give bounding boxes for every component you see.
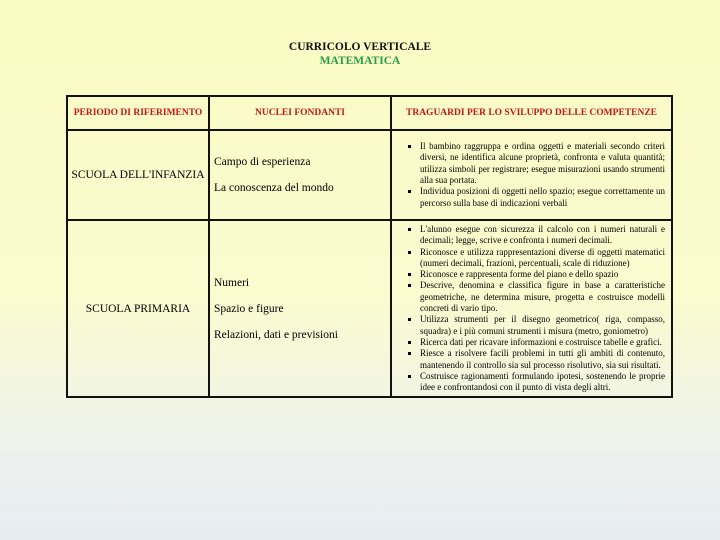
periodo-cell: SCUOLA DELL'INFANZIA bbox=[67, 130, 209, 220]
nucleo-item: La conoscenza del mondo bbox=[214, 182, 334, 194]
header-traguardi: TRAGUARDI PER LO SVILUPPO DELLE COMPETENZE bbox=[391, 96, 672, 130]
list-item: ▪ Utilizza strumenti per il disegno geometrico( riga, compasso, squadra) e i più comuni strumenti i misura (metro, goniometro) bbox=[420, 314, 665, 337]
table-row bbox=[67, 130, 672, 220]
nuclei-cell bbox=[209, 220, 391, 397]
nucleo-item: Spazio e figure bbox=[214, 302, 284, 315]
list-item: ▪ Riesce a risolvere facili problemi in tutti gli ambiti di contenuto, mantenendo il controllo sia sul processo risolutivo, sia sui risultati. bbox=[420, 348, 665, 371]
list-item: ▪ Descrive, denomina e classifica figure in base a caratteristiche geometriche, ne determina misure, progetta e costruisce modelli concreti di vario tipo. bbox=[420, 280, 665, 314]
list-item: ▪ Ricerca dati per ricavare informazioni e costruisce tabelle e grafici. bbox=[420, 337, 665, 348]
traguardi-cell bbox=[391, 220, 672, 397]
list-item: ▪ Riconosce e utilizza rappresentazioni diverse di oggetti matematici (numeri decimali, frazioni, percentuali, scale di riduzione) bbox=[420, 247, 665, 270]
nucleo-item: Campo di esperienza bbox=[214, 156, 311, 168]
nucleo-item: Numeri bbox=[214, 276, 250, 289]
header-nuclei: NUCLEI FONDANTI bbox=[209, 96, 391, 130]
page-title bbox=[0, 40, 720, 68]
header-periodo: PERIODO DI RIFERIMENTO bbox=[67, 96, 209, 130]
title-subject: MATEMATICA bbox=[319, 55, 401, 67]
nucleo-item: Relazioni, dati e previsioni bbox=[214, 328, 338, 341]
list-item: ▪ L'alunno esegue con sicurezza il calcolo con i numeri naturali e decimali; legge, scrive e confronta i numeri decimali. bbox=[420, 224, 665, 247]
list-item: ▪ Costruisce ragionamenti formulando ipotesi, sostenendo le proprie idee e confrontandosi con il punto di vista degli altri. bbox=[420, 371, 665, 394]
header-row bbox=[67, 96, 672, 130]
nuclei-cell bbox=[209, 130, 391, 220]
list-item: ▪ Il bambino raggruppa e ordina oggetti e materiali secondo criteri diversi, ne identifica alcune proprietà, confronta e valuta quantità; utilizza simboli per registrare; esegue misurazioni usando strumenti alla sua portata. bbox=[420, 141, 665, 186]
traguardi-cell bbox=[391, 130, 672, 220]
list-item: ▪ Riconosce e rappresenta forme del piano e dello spazio bbox=[420, 269, 665, 280]
periodo-cell: SCUOLA PRIMARIA bbox=[67, 220, 209, 397]
title-main: CURRICOLO VERTICALE bbox=[288, 41, 432, 53]
curriculum-table bbox=[66, 95, 673, 398]
list-item: ▪ Individua posizioni di oggetti nello spazio; esegue correttamente un percorso sulla base di indicazioni verbali bbox=[420, 186, 665, 209]
table-row bbox=[67, 220, 672, 397]
